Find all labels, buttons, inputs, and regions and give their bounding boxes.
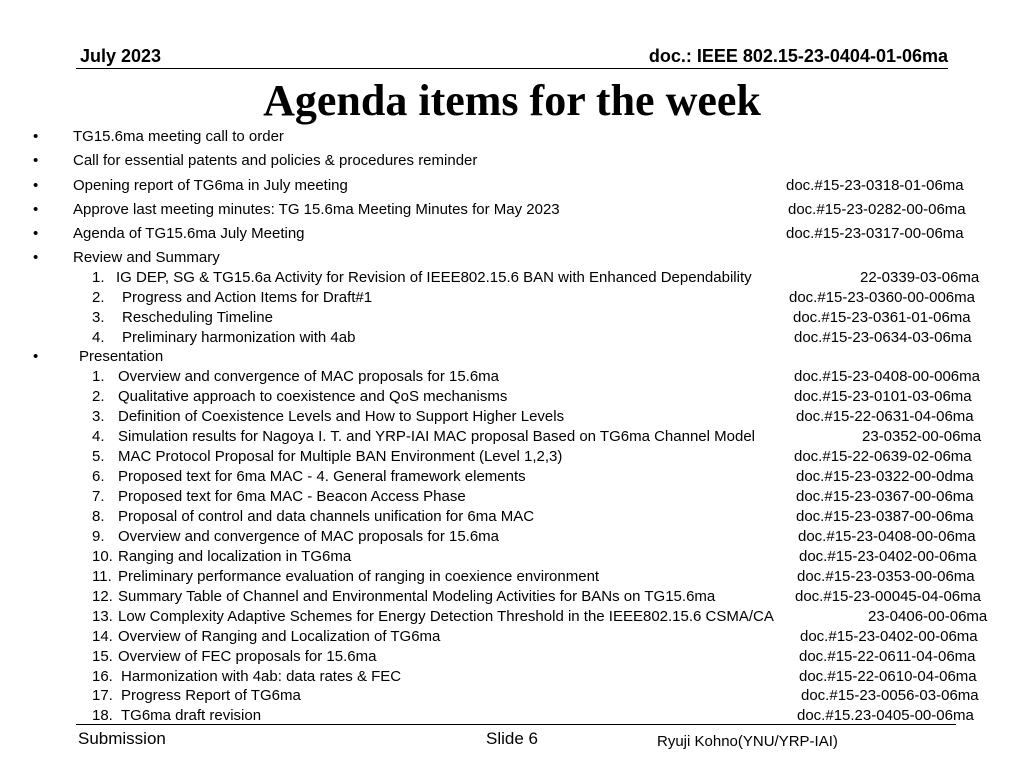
review-item-number: 3.: [92, 309, 105, 326]
presentation-item: [0, 567, 1024, 586]
presentation-item-text: Overview and convergence of MAC proposals for 15.6ma: [118, 528, 500, 545]
presentation-item-number: 17.: [92, 687, 113, 704]
presentation-item-doc-ref: doc.#15-23-0353-00-06ma: [797, 568, 975, 585]
bullet-marker: •: [33, 249, 39, 266]
review-item-doc-ref: 22-0339-03-06ma: [860, 269, 980, 286]
presentation-item: [0, 447, 1024, 466]
bullet-item: [0, 224, 1024, 244]
review-item-text: IG DEP, SG & TG15.6a Activity for Revision of IEEE802.15.6 BAN with Enhanced Dependability: [116, 269, 752, 286]
bullet-text: Call for essential patents and policies & procedures reminder: [73, 152, 478, 169]
presentation-item-doc-ref: doc.#15.23-0405-00-06ma: [797, 707, 974, 724]
presentation-item-text: Progress Report of TG6ma: [121, 687, 301, 704]
review-item-doc-ref: doc.#15-23-0360-00-006ma: [789, 289, 975, 306]
bullet-marker: •: [33, 348, 39, 365]
review-item-number: 1.: [92, 269, 105, 286]
bullet-item: [0, 200, 1024, 220]
presentation-item-doc-ref: doc.#15-23-0322-00-0dma: [796, 468, 974, 485]
presentation-item-number: 11.: [92, 568, 112, 585]
presentation-item: [0, 507, 1024, 526]
presentation-item: [0, 487, 1024, 506]
footer-submission: Submission: [78, 729, 166, 748]
presentation-item-doc-ref: doc.#15-23-0402-00-06ma: [800, 628, 978, 645]
presentation-item-number: 7.: [92, 488, 105, 505]
presentation-item-text: Harmonization with 4ab: data rates & FEC: [121, 668, 402, 685]
bullet-item: [0, 176, 1024, 196]
bullet-text: Review and Summary: [73, 249, 220, 266]
presentation-item-number: 4.: [92, 428, 105, 445]
presentation-item-text: Simulation results for Nagoya I. T. and YRP-IAI MAC proposal Based on TG6ma Channel Model: [118, 428, 755, 445]
review-item: [0, 308, 1024, 327]
presentation-item: [0, 527, 1024, 546]
presentation-item-text: Definition of Coexistence Levels and How to Support Higher Levels: [118, 408, 565, 425]
presentation-item-text: Ranging and localization in TG6ma: [118, 548, 352, 565]
presentation-item-number: 5.: [92, 448, 105, 465]
bullet-item: [0, 127, 1024, 147]
presentation-item-number: 10.: [92, 548, 113, 565]
presentation-item-text: Proposed text for 6ma MAC - 4. General framework elements: [118, 468, 526, 485]
bullet-marker: •: [33, 177, 39, 194]
review-item-text: Progress and Action Items for Draft#1: [122, 289, 373, 306]
presentation-item: [0, 607, 1024, 626]
presentation-item: [0, 387, 1024, 406]
presentation-item-text: TG6ma draft revision: [121, 707, 262, 724]
presentation-item-doc-ref: doc.#15-22-0639-02-06ma: [794, 448, 972, 465]
presentation-item-text: MAC Protocol Proposal for Multiple BAN Environment (Level 1,2,3): [118, 448, 563, 465]
presentation-item-doc-ref: doc.#15-23-0101-03-06ma: [794, 388, 972, 405]
presentation-item-text: Preliminary performance evaluation of ranging in coexience environment: [118, 568, 600, 585]
presentation-item-number: 16.: [92, 668, 113, 685]
review-item: [0, 328, 1024, 347]
presentation-item-text: Summary Table of Channel and Environmental Modeling Activities for BANs on TG15.6ma: [118, 588, 716, 605]
presentation-item-number: 15.: [92, 648, 113, 665]
presentation-item-text: Qualitative approach to coexistence and QoS mechanisms: [118, 388, 508, 405]
bullet-item: [0, 151, 1024, 171]
presentation-item-number: 13.: [92, 608, 113, 625]
footer-author: Ryuji Kohno(YNU/YRP-IAI): [657, 733, 838, 750]
review-item: [0, 288, 1024, 307]
presentation-item-number: 1.: [92, 368, 105, 385]
header-divider: [76, 68, 948, 69]
review-item: [0, 268, 1024, 287]
presentation-item: [0, 667, 1024, 686]
presentation-item-doc-ref: doc.#15-22-0610-04-06ma: [799, 668, 977, 685]
bullet-doc-ref: doc.#15-23-0282-00-06ma: [788, 201, 966, 218]
presentation-item: [0, 407, 1024, 426]
bullet-item: [0, 248, 1024, 268]
presentation-item-number: 9.: [92, 528, 105, 545]
presentation-item-doc-ref: doc.#15-23-0402-00-06ma: [799, 548, 977, 565]
presentation-item: [0, 547, 1024, 566]
presentation-item: [0, 706, 1024, 725]
presentation-item-text: Overview and convergence of MAC proposals for 15.6ma: [118, 368, 500, 385]
footer-divider: [76, 724, 956, 725]
review-item-number: 4.: [92, 329, 105, 346]
bullet-text: Agenda of TG15.6ma July Meeting: [73, 225, 305, 242]
presentation-item: [0, 427, 1024, 446]
presentation-item-text: Proposal of control and data channels unification for 6ma MAC: [118, 508, 535, 525]
presentation-item-doc-ref: 23-0406-00-06ma: [868, 608, 988, 625]
presentation-item-number: 8.: [92, 508, 105, 525]
presentation-item-text: Low Complexity Adaptive Schemes for Energy Detection Threshold in the IEEE802.15.6 CSMA/CA: [118, 608, 774, 625]
footer-slide-number: Slide 6: [486, 729, 538, 748]
presentation-item: [0, 686, 1024, 705]
slide-title: Agenda items for the week: [263, 76, 761, 125]
bullet-text: Approve last meeting minutes: TG 15.6ma Meeting Minutes for May 2023: [73, 201, 560, 218]
presentation-item-text: Overview of FEC proposals for 15.6ma: [118, 648, 377, 665]
presentation-item-doc-ref: 23-0352-00-06ma: [862, 428, 982, 445]
review-item-text: Preliminary harmonization with 4ab: [122, 329, 356, 346]
bullet-item-presentation: [0, 347, 1024, 367]
presentation-item-number: 6.: [92, 468, 105, 485]
bullet-text: Presentation: [79, 348, 164, 365]
bullet-marker: •: [33, 152, 39, 169]
review-item-text: Rescheduling Timeline: [122, 309, 273, 326]
bullet-marker: •: [33, 128, 39, 145]
presentation-item: [0, 467, 1024, 486]
presentation-item-number: 14.: [92, 628, 113, 645]
presentation-item-number: 12.: [92, 588, 113, 605]
presentation-item-doc-ref: doc.#15-23-0056-03-06ma: [801, 687, 979, 704]
header-date: July 2023: [80, 46, 162, 66]
presentation-item-doc-ref: doc.#15-23-0408-00-06ma: [798, 528, 976, 545]
bullet-marker: •: [33, 225, 39, 242]
presentation-item: [0, 367, 1024, 386]
bullet-doc-ref: doc.#15-23-0317-00-06ma: [786, 225, 964, 242]
presentation-item: [0, 627, 1024, 646]
presentation-item-number: 2.: [92, 388, 105, 405]
presentation-item-doc-ref: doc.#15-23-0408-00-006ma: [794, 368, 980, 385]
bullet-text: TG15.6ma meeting call to order: [73, 128, 284, 145]
review-item-number: 2.: [92, 289, 105, 306]
header-doc-id: doc.: IEEE 802.15-23-0404-01-06ma: [648, 46, 948, 66]
review-item-doc-ref: doc.#15-23-0634-03-06ma: [794, 329, 972, 346]
presentation-item-number: 3.: [92, 408, 105, 425]
bullet-marker: •: [33, 201, 39, 218]
presentation-item-doc-ref: doc.#15-23-0367-00-06ma: [796, 488, 974, 505]
review-item-doc-ref: doc.#15-23-0361-01-06ma: [793, 309, 971, 326]
presentation-item-doc-ref: doc.#15-22-0631-04-06ma: [796, 408, 974, 425]
presentation-item-doc-ref: doc.#15-23-0387-00-06ma: [796, 508, 974, 525]
bullet-text: Opening report of TG6ma in July meeting: [73, 177, 348, 194]
presentation-item-number: 18.: [92, 707, 113, 724]
presentation-item-text: Overview of Ranging and Localization of TG6ma: [118, 628, 441, 645]
presentation-item-text: Proposed text for 6ma MAC - Beacon Access Phase: [118, 488, 466, 505]
bullet-doc-ref: doc.#15-23-0318-01-06ma: [786, 177, 964, 194]
presentation-item: [0, 587, 1024, 606]
presentation-item-doc-ref: doc.#15-22-0611-04-06ma: [799, 648, 976, 665]
presentation-item: [0, 647, 1024, 666]
presentation-item-doc-ref: doc.#15-23-00045-04-06ma: [795, 588, 981, 605]
